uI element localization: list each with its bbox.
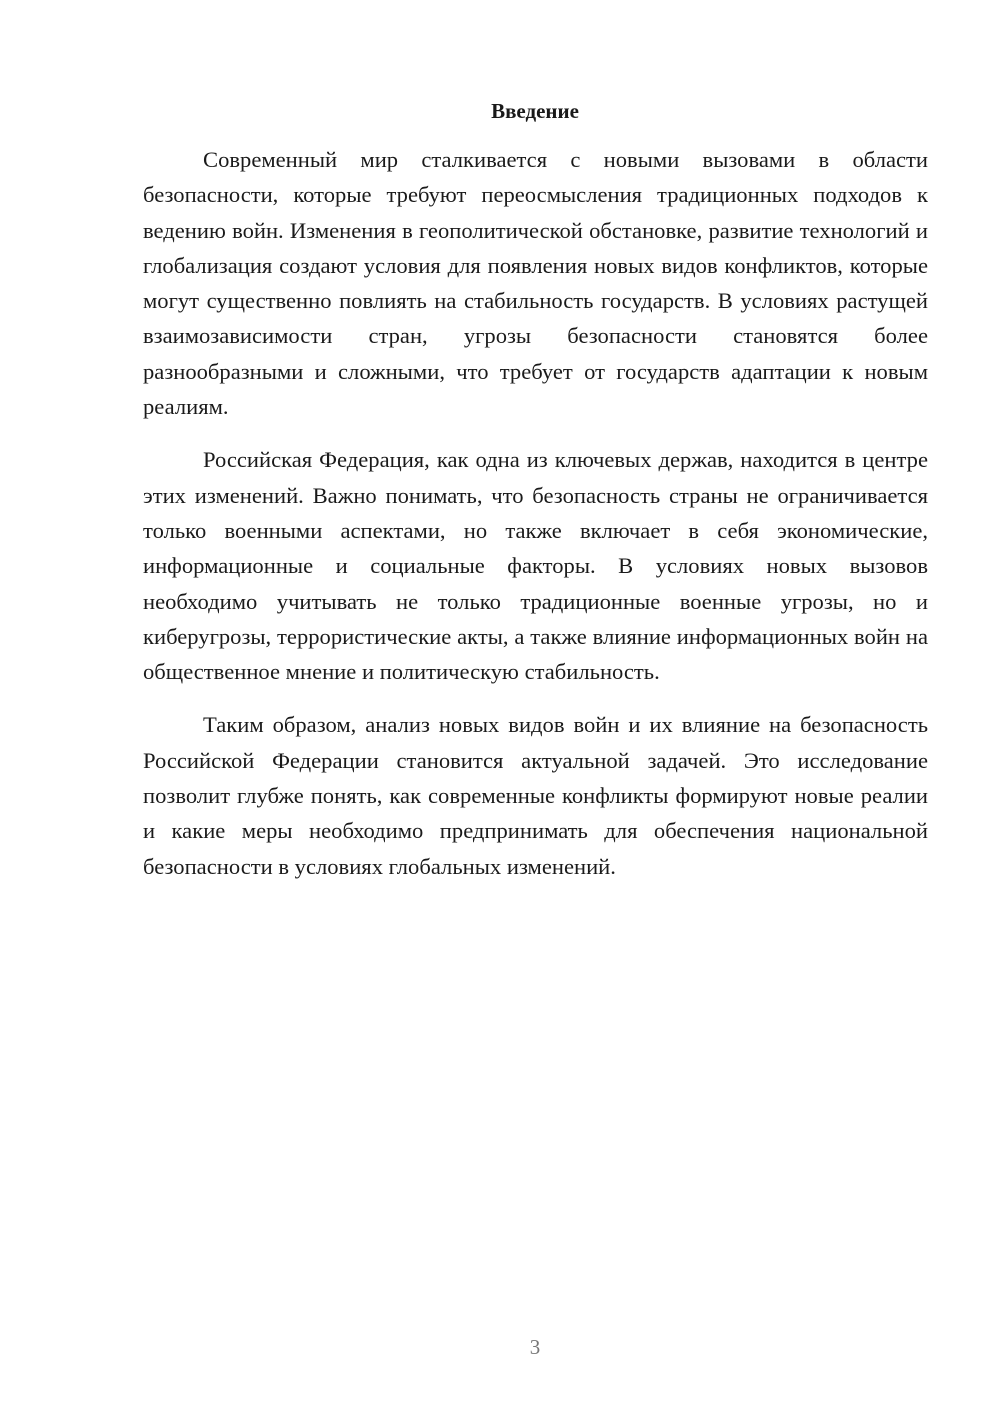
paragraph-conclusion: Таким образом, анализ новых видов войн и их влияние на безопасность Российской Федерации становится актуальной задачей. Это исследование позволит глубже понять, как современные конфликты формируют новые реалии и какие меры необходимо предпринимать для обеспечения национальной безопасности в условиях глобальных изменений. xyxy=(143,712,928,879)
document-body xyxy=(143,142,928,902)
page-title: Введение xyxy=(491,99,579,123)
paragraph-intro: Современный мир сталкивается с новыми вызовами в области безопасности, которые требуют переосмысления традиционных подходов к ведению войн. Изменения в геополитической обстановке, развитие технологий и глобализация создают условия для появления новых видов конфликтов, которые могут существенно повлиять на стабильность государств. В условиях растущей взаимозависимости стран, угрозы безопасности становятся более разнообразными и сложными, что требует от государств адаптации к новым реалиям. xyxy=(143,147,928,420)
paragraph-russian-federation: Российская Федерация, как одна из ключевых держав, находится в центре этих изменений. Важно понимать, что безопасность страны не ограничивается только военными аспектами, но также включает в себя экономические, информационные и социальные факторы. В условиях новых вызовов необходимо учитывать не только традиционные военные угрозы, но и киберугрозы, террористические акты, а также влияние информационных войн на общественное мнение и политическую стабильность. xyxy=(143,447,928,685)
page-number: 3 xyxy=(529,1335,541,1359)
